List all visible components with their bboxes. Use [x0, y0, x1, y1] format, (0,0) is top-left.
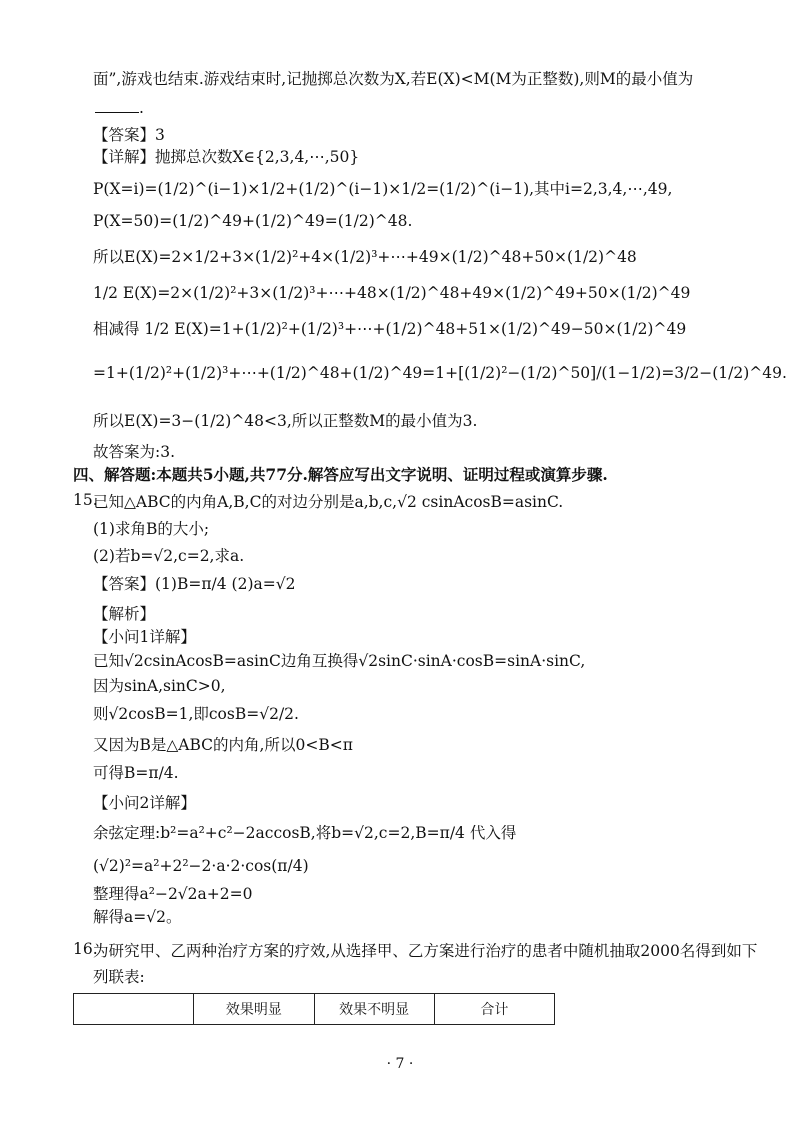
formula-line: P(X=50)=(1/2)^49+(1/2)^49=(1/2)^48. — [93, 212, 413, 230]
formula-line: 所以E(X)=3−(1/2)^48<3,所以正整数M的最小值为3. — [93, 412, 478, 430]
subpart-label: 【小问1详解】 — [93, 628, 196, 646]
subquestion: (2)若b=√2,c=2,求a. — [93, 547, 245, 565]
analysis-label: 【解析】 — [93, 605, 156, 623]
question-stem: 列联表: — [93, 968, 145, 986]
formula-line: 所以E(X)=2×1/2+3×(1/2)²+4×(1/2)³+⋯+49×(1/2)^48+50×(1/2)^48 — [93, 248, 637, 266]
table-header-cell — [74, 994, 194, 1024]
answer-line: 【答案】(1)B=π/4 (2)a=√2 — [93, 575, 296, 593]
question-number: 16. — [73, 940, 98, 958]
text-line: . — [139, 99, 144, 117]
solution-line: (√2)²=a²+2²−2·a·2·cos(π/4) — [93, 857, 309, 875]
question-stem: 为研究甲、乙两种治疗方案的疗效,从选择甲、乙方案进行治疗的患者中随机抽取2000名得到如下 — [93, 942, 758, 960]
solution-line: 解得a=√2。 — [93, 908, 182, 926]
formula-line: 相减得 1/2 E(X)=1+(1/2)²+(1/2)³+⋯+(1/2)^48+51×(1/2)^49−50×(1/2)^49 — [93, 320, 687, 338]
formula-line: =1+(1/2)²+(1/2)³+⋯+(1/2)^48+(1/2)^49=1+[(1/2)²−(1/2)^50]/(1−1/2)=3/2−(1/2)^49. — [93, 364, 787, 382]
solution-line: 可得B=π/4. — [93, 764, 179, 782]
section-heading: 四、解答题:本题共5小题,共77分.解答应写出文字说明、证明过程或演算步骤. — [73, 465, 608, 484]
text-line: 故答案为:3. — [93, 443, 176, 461]
answer-blank — [95, 98, 139, 113]
table-header-cell: 效果不明显 — [315, 994, 435, 1024]
solution-line: 因为sinA,sinC>0, — [93, 677, 226, 695]
question-number: 15. — [73, 491, 98, 509]
text-line: 面”,游戏也结束.游戏结束时,记抛掷总次数为X,若E(X)<M(M为正整数),则M的最小值为 — [93, 70, 694, 88]
solution-label: 【详解】抛掷总次数X∈{2,3,4,⋯,50} — [93, 148, 360, 166]
solution-line: 整理得a²−2√2a+2=0 — [93, 885, 253, 903]
solution-line: 余弦定理:b²=a²+c²−2accosB,将b=√2,c=2,B=π/4 代入得 — [93, 824, 517, 842]
solution-line: 已知√2csinAcosB=asinC边角互换得√2sinC·sinA·cosB=sinA·sinC, — [93, 652, 586, 670]
page-number: · 7 · — [386, 1056, 414, 1072]
answer-blank-line — [93, 97, 144, 119]
formula-line: 1/2 E(X)=2×(1/2)²+3×(1/2)³+⋯+48×(1/2)^48+49×(1/2)^49+50×(1/2)^49 — [93, 284, 691, 302]
solution-line: 则√2cosB=1,即cosB=√2/2. — [93, 705, 299, 723]
answer-label: 【答案】3 — [93, 126, 165, 144]
subpart-label: 【小问2详解】 — [93, 794, 196, 812]
solution-line: 又因为B是△ABC的内角,所以0<B<π — [93, 736, 353, 754]
table-header-cell: 合计 — [480, 1002, 509, 1018]
table-header-cell: 效果明显 — [194, 994, 314, 1024]
subquestion: (1)求角B的大小; — [93, 520, 210, 538]
question-stem: 已知△ABC的内角A,B,C的对边分别是a,b,c,√2 csinAcosB=asinC. — [93, 493, 564, 511]
formula-line: P(X=i)=(1/2)^(i−1)×1/2+(1/2)^(i−1)×1/2=(1/2)^(i−1),其中i=2,3,4,⋯,49, — [93, 180, 673, 198]
contingency-table-header — [73, 993, 555, 1025]
